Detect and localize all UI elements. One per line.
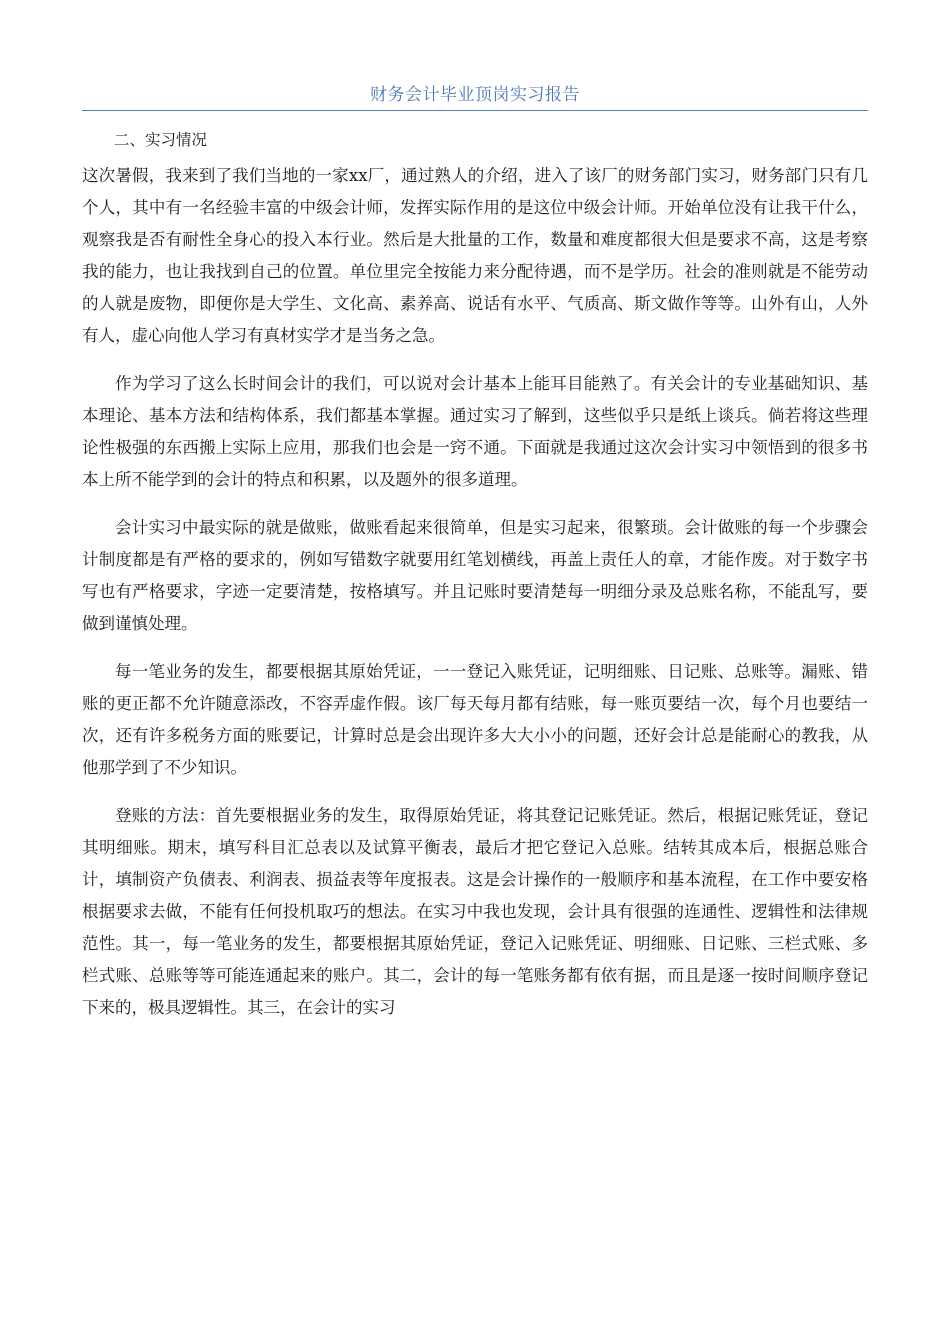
section-heading: 二、实习情况 <box>114 131 208 149</box>
page-header <box>82 80 868 111</box>
header-title: 财务会计毕业顶岗实习报告 <box>370 85 580 105</box>
paragraph-gap <box>82 784 868 800</box>
paragraph: 作为学习了这么长时间会计的我们，可以说对会计基本上能耳目能熟了。有关会计的专业基础知识、基本理论、基本方法和结构体系，我们都基本掌握。通过实习了解到，这些似乎只是纸上谈兵。倘若将这些理论性极强的东西搬上实际上应用，那我们也会是一窍不通。下面就是我通过这次会计实习中领悟到的很多书本上所不能学到的会计的特点和积累，以及题外的很多道理。 <box>82 374 868 489</box>
paragraph: 会计实习中最实际的就是做账，做账看起来很简单，但是实习起来，很繁琐。会计做账的每一个步骤会计制度都是有严格的要求的，例如写错数字就要用红笔划横线，再盖上责任人的章，才能作废。对于数字书写也有严格要求，字迹一定要清楚，按格填写。并且记账时要清楚每一明细分录及总账名称，不能乱写，要做到谨慎处理。 <box>82 518 868 633</box>
paragraph-gap <box>82 640 868 656</box>
paragraph-gap <box>82 352 868 368</box>
paragraph: 登账的方法：首先要根据业务的发生，取得原始凭证，将其登记记账凭证。然后，根据记账凭证，登记其明细账。期末，填写科目汇总表以及试算平衡表，最后才把它登记入总账。结转其成本后，根据总账合计，填制资产负债表、利润表、损益表等年度报表。这是会计操作的一般顺序和基本流程，在工作中要安格根据要求去做，不能有任何投机取巧的想法。在实习中我也发现，会计具有很强的连通性、逻辑性和法律规范性。其一，每一笔业务的发生，都要根据其原始凭证，登记入记账凭证、明细账、日记账、三栏式账、多栏式账、总账等等可能连通起来的账户。其二，会计的每一笔账务都有依有据，而且是逐一按时间顺序登记下来的，极具逻辑性。其三，在会计的实习 <box>82 806 868 1017</box>
document-body <box>82 126 868 1024</box>
paragraph: 这次暑假，我来到了我们当地的一家xx厂，通过熟人的介绍，进入了该厂的财务部门实习，财务部门只有几个人，其中有一名经验丰富的中级会计师，发挥实际作用的是这位中级会计师。开始单位没有让我干什么，观察我是否有耐性全身心的投入本行业。然后是大批量的工作，数量和难度都很大但是要求不高，这是考察我的能力，也让我找到自己的位置。单位里完全按能力来分配待遇，而不是学历。社会的准则就是不能劳动的人就是废物，即便你是大学生、文化高、素养高、说话有水平、气质高、斯文做作等等。山外有山，人外有人，虚心向他人学习有真材实学才是当务之急。 <box>82 166 868 345</box>
paragraph: 每一笔业务的发生，都要根据其原始凭证，一一登记入账凭证，记明细账、日记账、总账等。漏账、错账的更正都不允许随意添改，不容弄虚作假。该厂每天每月都有结账，每一账页要结一次，每个月也要结一次，还有许多税务方面的账要记，计算时总是会出现许多大大小小的问题，还好会计总是能耐心的教我，从他那学到了不少知识。 <box>82 662 868 777</box>
paragraph-gap <box>82 496 868 512</box>
